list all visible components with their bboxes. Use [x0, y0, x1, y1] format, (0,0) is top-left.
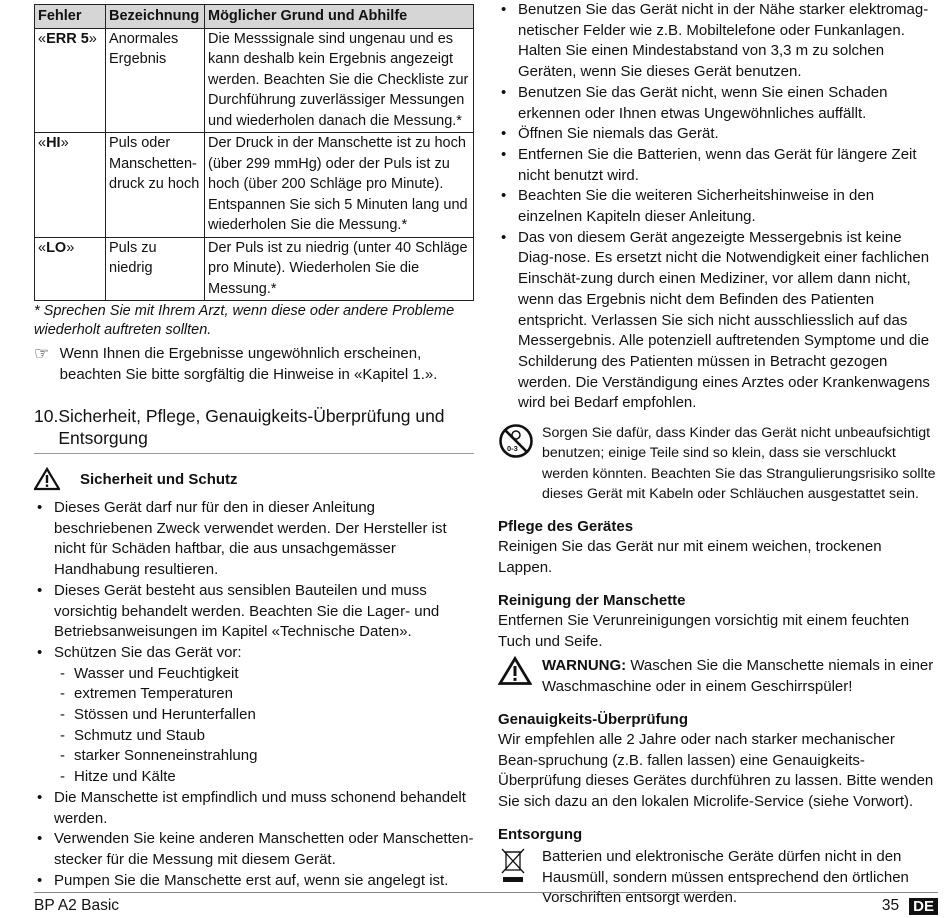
sublist-item: - extremen Temperaturen [54, 684, 474, 705]
error-name: Puls oder Manschetten-druck zu hoch [106, 133, 205, 238]
error-name: Puls zu niedrig [106, 237, 205, 301]
error-table [34, 4, 474, 301]
warning-text: Waschen Sie die Manschette niemals in einer Waschmaschine oder in einem Geschirrspüler! [542, 657, 934, 695]
col-header-name: Bezeichnung [106, 5, 205, 29]
list-item: • Beachten Sie die weiteren Sicherheitshinweise in den einzelnen Kapiteln dieser Anleitung. [498, 186, 938, 227]
no-children-icon [498, 423, 542, 504]
error-code: «HI» [35, 133, 106, 238]
safety-list [34, 498, 474, 891]
error-desc: Der Puls ist zu niedrig (unter 40 Schläge pro Minute). Wiederholen Sie die Messung.* [205, 237, 474, 301]
accuracy-text: Wir empfehlen alle 2 Jahre oder nach starker mechanischer Bean-spruchung (z.B. fallen lassen) eine Genauigkeits-Überprüfung dieses Gerätes durchführen zu lassen. Bitte wenden Sie sich dazu an den lokalen Microlife-Service (siehe Vorwort). [498, 731, 934, 810]
error-desc: Die Messsignale sind ungenau und es kann deshalb kein Ergebnis angezeigt werden. Beachten Sie die Checkliste zur Durchführung zuverlässiger Messungen und wiederholen danach die Messung.* [205, 28, 474, 133]
sublist-item: - Stössen und Herunterfallen [54, 705, 474, 726]
list-item: • Pumpen Sie die Manschette erst auf, wenn sie angelegt ist. [34, 871, 474, 892]
page-footer [34, 892, 938, 915]
sublist-item: - Hitze und Kälte [54, 767, 474, 788]
col-header-reason: Möglicher Grund und Abhilfe [205, 5, 474, 29]
col-header-error: Fehler [35, 5, 106, 29]
hint-note [34, 344, 474, 385]
protect-sublist [54, 664, 474, 788]
pointing-hand-icon: ☞ [34, 344, 50, 363]
error-code: «LO» [35, 237, 106, 301]
safety-heading [34, 466, 474, 492]
warning-triangle-icon [34, 466, 60, 492]
right-column [498, 0, 938, 909]
table-row [35, 28, 474, 133]
sublist-item: - Wasser und Feuchtigkeit [54, 664, 474, 685]
sublist-item: - starker Sonneneinstrahlung [54, 746, 474, 767]
list-item: • Schützen Sie das Gerät vor: - Wasser und Feuchtigkeit - extremen Temperaturen - Stössen und Herunterfallen - Schmutz und Staub - starker Sonneneinstrahlung - Hitze und Kälte [34, 643, 474, 788]
error-code: «ERR 5» [35, 28, 106, 133]
left-column [34, 0, 474, 891]
child-warning [498, 423, 938, 504]
error-name: Anormales Ergebnis [106, 28, 205, 133]
disposal-heading: Entsorgung [498, 826, 583, 844]
disposal-text: Batterien und elektronische Geräte dürfen nicht in den Hausmüll, sondern müssen entsprechend den örtlichen Vorschriften entsorgt werden. [542, 848, 909, 907]
child-warning-text: Sorgen Sie dafür, dass Kinder das Gerät nicht unbeaufsichtigt benutzen; einige Teile sind so klein, dass sie verschluckt werden könnten. Beachten Sie das Strangulierungsrisiko sollte dieses Gerät mit Kabeln oder Schläuchen ausgestattet sein. [542, 425, 936, 502]
error-desc: Der Druck in der Manschette ist zu hoch (über 299 mmHg) oder der Puls ist zu hoch (über 200 Schläge pro Minute). Entspannen Sie sich 5 Minuten lang und wiederholen Sie die Messung.* [205, 133, 474, 238]
hint-text: Wenn Ihnen die Ergebnisse ungewöhnlich erscheinen, beachten Sie bitte sorgfältig die Hinweise in «Kapitel 1.». [59, 345, 438, 383]
product-name: BP A2 Basic [34, 897, 120, 914]
accuracy-heading: Genauigkeits-Überprüfung [498, 711, 689, 729]
cuff-cleaning-heading: Reinigung der Manschette [498, 592, 686, 610]
list-item: • Benutzen Sie das Gerät nicht, wenn Sie einen Schaden erkennen oder Ihnen etwas Ungewöhnliches auffällt. [498, 83, 938, 124]
list-item: • Dieses Gerät besteht aus sensiblen Bauteilen und muss vorsichtig behandelt werden. Beachten Sie die Lager- und Betriebsanweisungen im Kapitel «Technische Daten». [34, 581, 474, 643]
warning-triangle-icon [498, 656, 532, 686]
language-badge: DE [909, 898, 938, 915]
list-item: • Entfernen Sie die Batterien, wenn das Gerät für längere Zeit nicht benutzt wird. [498, 145, 938, 186]
table-row [35, 133, 474, 238]
cuff-cleaning-text: Entfernen Sie Verunreinigungen vorsichtig mit einem feuchten Tuch und Seife. [498, 612, 910, 650]
list-item: • Die Manschette ist empfindlich und muss schonend behandelt werden. [34, 788, 474, 829]
safety-title: Sicherheit und Schutz [80, 470, 238, 488]
table-footnote: * Sprechen Sie mit Ihrem Arzt, wenn diese oder andere Probleme wiederholt auftreten sollten. [34, 303, 455, 338]
care-text: Reinigen Sie das Gerät nur mit einem weichen, trockenen Lappen. [498, 538, 882, 576]
cuff-warning [498, 656, 938, 697]
list-item: • Das von diesem Gerät angezeigte Messergebnis ist keine Diag-nose. Es ersetzt nicht die Notwendigkeit einer fachlichen Einschät-zung durch einen Mediziner, vor allem dann nicht, wenn das Ergebnis nicht dem Befinden des Patienten entspricht. Verlassen Sie sich nicht ausschliesslich auf das Messergebnis. Alle potenziell auftretenden Symptome und die Schilderung des Patienten müssen in Betracht gezogen werden. Die Verständigung eines Arztes oder Krankenwagens wird bei Bedarf empfohlen. [498, 228, 938, 414]
safety-list-continued [498, 0, 938, 414]
list-item: • Benutzen Sie das Gerät nicht in der Nähe starker elektromag-netischer Felder wie z.B. Mobiltelefone oder Funkanlagen. Halten Sie einen Mindestabstand von 3,3 m zu solchen Geräten, wenn Sie dieses Gerät benutzen. [498, 0, 938, 83]
section-number: 10. [34, 406, 59, 426]
table-header-row [35, 5, 474, 29]
table-row [35, 237, 474, 301]
section-title: Sicherheit, Pflege, Genauigkeits-Überprüfung und Entsorgung [58, 406, 445, 448]
care-heading: Pflege des Gerätes [498, 518, 634, 536]
list-item: • Öffnen Sie niemals das Gerät. [498, 124, 938, 145]
sublist-item: - Schmutz und Staub [54, 726, 474, 747]
section-heading [34, 405, 474, 454]
page-number: 35 [881, 897, 900, 914]
warning-label: WARNUNG: [542, 657, 627, 675]
list-item: • Dieses Gerät darf nur für den in dieser Anleitung beschriebenen Zweck verwendet werden. Der Hersteller ist nicht für Schäden haftbar, die aus unsachgemässer Handhabung resultieren. [34, 498, 474, 581]
age-label: 0-3 [507, 444, 518, 454]
list-item: • Verwenden Sie keine anderen Manschetten oder Manschetten-stecker für die Messung mit diesem Gerät. [34, 829, 474, 870]
